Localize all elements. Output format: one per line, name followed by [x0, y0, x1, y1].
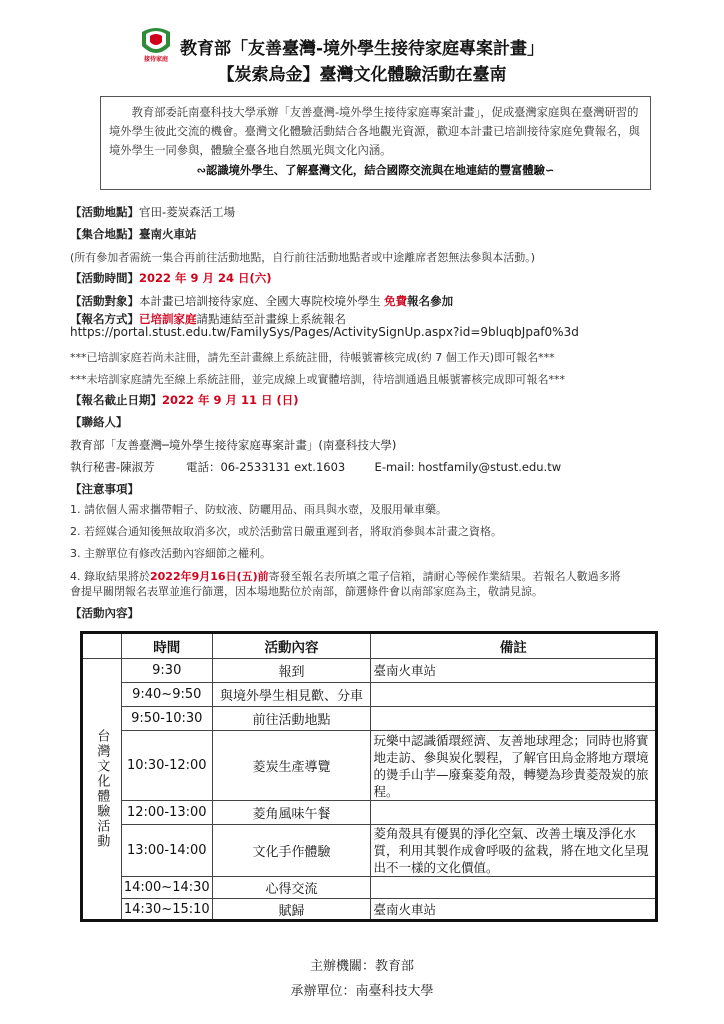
row-time: 14:30~15:10	[121, 899, 212, 921]
row-time: 10:30-12:00	[121, 731, 212, 801]
target-value-post: 報名參加	[407, 294, 454, 308]
row-note: 菱角殼具有優異的淨化空氣、改善土壤及淨化水質，利用其製作成會呼吸的盆栽，將在地文化呈現出不一樣的文化價值。	[371, 825, 657, 877]
gather-row	[70, 226, 197, 242]
table-row	[82, 659, 657, 683]
row-note	[371, 683, 657, 707]
contact-row	[70, 459, 561, 475]
row-note: 臺南火車站	[371, 659, 657, 683]
row-time: 9:50-10:30	[121, 707, 212, 731]
gather-value: 臺南火車站	[139, 227, 197, 241]
table-row	[82, 731, 657, 801]
target-free: 免費	[384, 294, 408, 308]
row-time: 9:40~9:50	[121, 683, 212, 707]
row-activity: 菱炭生產導覽	[212, 731, 371, 801]
deadline-label: 【報名截止日期】	[70, 393, 162, 407]
notice-item-4-pre: 4. 錄取結果將於	[70, 570, 150, 583]
row-activity: 文化手作體驗	[212, 825, 371, 877]
footer-executor: 承辦單位：南臺科技大學	[290, 984, 434, 999]
header-blank	[82, 633, 122, 659]
contact-person: 執行秘書-陳淑芳	[70, 460, 155, 474]
table-row	[82, 707, 657, 731]
header-activity: 活動內容	[212, 633, 371, 659]
row-activity: 與境外學生相見歡、分車	[212, 683, 371, 707]
row-activity: 報到	[212, 659, 371, 683]
header-time: 時間	[121, 633, 212, 659]
table-row	[82, 825, 657, 877]
contact-org: 教育部「友善臺灣─境外學生接待家庭專案計畫」(南臺科技大學)	[70, 438, 397, 452]
footer-organizer: 主辦機關：教育部	[309, 959, 414, 974]
target-value: 本計畫已培訓接待家庭、全國大專院校境外學生	[139, 294, 385, 308]
row-note: 臺南火車站	[371, 899, 657, 921]
time-label: 【活動時間】	[70, 271, 139, 285]
target-row	[70, 293, 453, 309]
row-note	[371, 707, 657, 731]
target-label: 【活動對象】	[70, 294, 139, 308]
method-red: 已培訓家庭	[139, 312, 197, 326]
gather-note: (所有參加者需統一集合再前往活動地點，自行前往活動地點者或中途離席者恕無法參與本活動。)	[70, 251, 536, 264]
page-title: 教育部「友善臺灣-境外學生接待家庭專案計畫」	[179, 39, 545, 59]
deadline-row	[70, 392, 299, 408]
row-activity: 賦歸	[212, 899, 371, 921]
notice-item-4-post: 寄發至報名表所填之電子信箱，請耐心等候作業結果。若報名人數過多將	[268, 570, 621, 583]
schedule-table	[80, 631, 658, 922]
notice-item-3: 3. 主辦單位有修改活動內容細節之權利。	[70, 547, 271, 560]
signup-link[interactable]: https://portal.stust.edu.tw/FamilySys/Pages/ActivitySignUp.aspx?id=9bluqbJpaf0%3d	[70, 325, 579, 339]
intro-slogan: ∾認識境外學生、了解臺灣文化，結合國際交流與在地連結的豐富體驗∽	[196, 164, 555, 177]
notice-item-2: 2. 若經媒合通知後無故取消多次，或於活動當日嚴重遲到者，將取消參與本計畫之資格。	[70, 525, 502, 538]
intro-paragraph: 教育部委託南臺科技大學承辦「友善臺灣-境外學生接待家庭專案計畫」，促成臺灣家庭與在臺灣研習的境外學生彼此交流的機會。臺灣文化體驗活動結合各地觀光資源，歡迎本計畫已培訓接待家庭免費報名，與境外學生一同參與，體驗全臺各地自然風光與文化內涵。	[109, 106, 640, 157]
gather-label: 【集合地點】	[70, 227, 139, 241]
note-trained: ***已培訓家庭若尚未註冊，請先至計畫線上系統註冊，待帳號審核完成(約 7 個工作天)即可報名***	[70, 351, 555, 364]
notice-item-4-line2: 會提早關閉報名表單並進行篩選，因本場地點位於南部，篩選條件會以南部家庭為主，敬請見諒。	[70, 585, 543, 598]
row-note	[371, 877, 657, 899]
header-note: 備註	[371, 633, 657, 659]
time-row	[70, 270, 272, 286]
row-time: 14:00~14:30	[121, 877, 212, 899]
row-activity: 前往活動地點	[212, 707, 371, 731]
time-value: 2022 年 9 月 24 日(六)	[139, 271, 272, 285]
notice-item-1: 1. 請依個人需求攜帶帽子、防蚊液、防曬用品、雨具與水壺，及服用暈車藥。	[70, 503, 447, 516]
schedule-side-label: 台灣文化體驗活動	[82, 659, 122, 921]
row-note: 玩樂中認識循環經濟、友善地球理念；同時也將實地走訪、參與炭化製程，了解官田烏金將地方環境的燙手山芋—廢棄菱角殼，轉變為珍貴菱殼炭的旅程。	[371, 731, 657, 801]
row-note	[371, 801, 657, 825]
table-row	[82, 801, 657, 825]
row-activity: 菱角風味午餐	[212, 801, 371, 825]
row-time: 13:00-14:00	[121, 825, 212, 877]
page-subtitle: 【炭索烏金】臺灣文化體驗活動在臺南	[217, 65, 507, 85]
method-label: 【報名方式】	[70, 312, 139, 326]
notice-item-4	[70, 568, 621, 584]
contact-label: 【聯絡人】	[70, 415, 128, 429]
method-value: 請點連結至計畫線上系統報名	[196, 312, 346, 326]
row-activity: 心得交流	[212, 877, 371, 899]
logo-text: 接待家庭	[143, 56, 168, 63]
row-time: 12:00-13:00	[121, 801, 212, 825]
note-untrained: ***未培訓家庭請先至線上系統註冊，並完成線上或實體培訓，待培訓通過且帳號審核完成即可報名***	[70, 373, 565, 386]
venue-value: 官田-菱炭森活工場	[139, 205, 236, 219]
table-header-row	[82, 633, 657, 659]
schedule-label: 【活動內容】	[70, 606, 139, 620]
contact-phone: 電話：06-2533131 ext.1603	[185, 460, 346, 474]
table-row	[82, 683, 657, 707]
notices-label: 【注意事項】	[70, 482, 139, 496]
row-time: 9:30	[121, 659, 212, 683]
deadline-value: 2022 年 9 月 11 日 (日)	[162, 393, 299, 407]
contact-email[interactable]: E-mail: hostfamily@stust.edu.tw	[374, 460, 562, 474]
venue-row	[70, 204, 235, 220]
notice-item-4-date: 2022年9月16日(五)前	[150, 570, 269, 583]
venue-label: 【活動地點】	[70, 205, 139, 219]
table-row	[82, 899, 657, 921]
table-row	[82, 877, 657, 899]
intro-box	[100, 96, 651, 190]
